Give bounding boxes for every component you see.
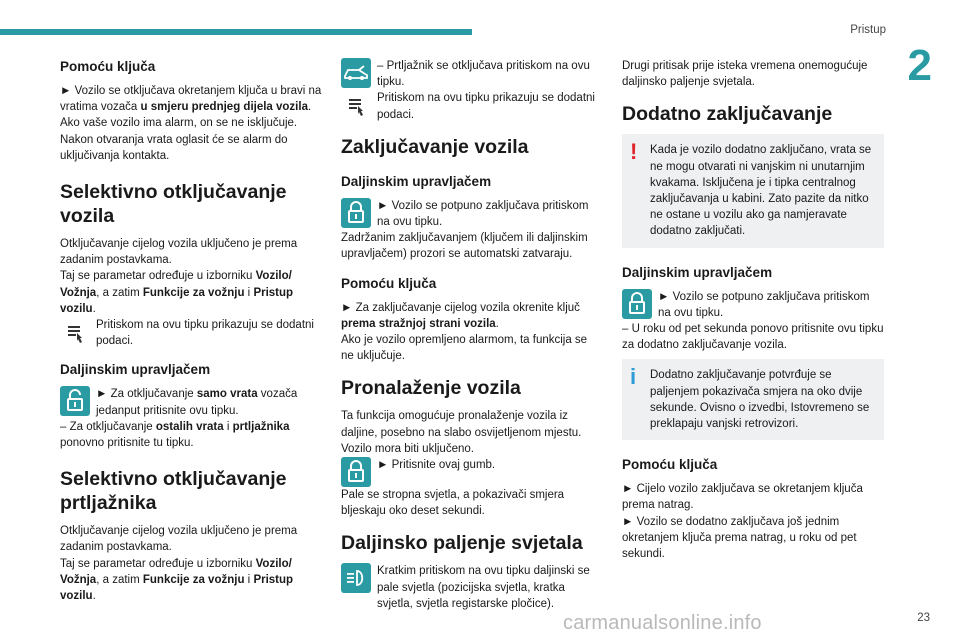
find-vehicle-result-text: Pale se stropna svjetla, a pokazivači smjera bljeskaju oko deset sekundi. [341,489,565,518]
watermark: carmanualsonline.info [563,612,762,634]
heading-locking: Zaključavanje vozila [341,135,529,158]
lock-padlock-icon [622,289,652,319]
lock-padlock-icon [341,457,371,487]
warning-note [622,134,884,247]
section-label: Pristup [850,24,886,36]
header-accent-bar [0,29,472,35]
remote-deadlock-row [622,289,884,321]
remote-lock-text: ► Vozilo se potpuno zaključava pritiskom na ovu tipku. [377,199,589,229]
find-vehicle-press-text: ► Pritisnite ovaj gumb. [377,459,496,472]
heading-remote-unlock: Daljinskim upravljačem [60,362,211,378]
key-deadlock-text-2: ► Vozilo se dodatno zaključava još jednim okretanjem ključa prema natrag, u roku od pet sekundi. [622,515,857,561]
remote-deadlock-again-text: – U roku od pet sekunda ponovo pritisnite ovu tipku za dodatno zaključavanje vozila. [622,323,884,352]
key-unlock-text: ► Vozilo se otključava okretanjem ključa u bravi na vratima vozača u smjeru prednjeg dijela vozila. [60,85,322,114]
lights-cancel-text: Drugi pritisak prije isteka vremena onemogućuje daljinsko paljenje svjetala. [622,60,868,89]
remote-lock-windows-text: Zadržanim zaključavanjem (ključem ili daljinskim upravljačem) prozori se automatski zatvaraju. [341,232,588,261]
heading-remote-lights: Daljinsko paljenje svjetala [341,532,583,555]
boot-unlock-row [341,58,603,90]
warning-icon: ! [630,139,638,165]
key-deadlock-text-1: ► Cijelo vozilo zaključava se okretanjem ključa prema natrag. [622,483,863,512]
selective-boot-default: Otključavanje cijelog vozila uključeno je prema zadanim postavkama. [60,525,298,554]
info-button-text: Pritiskom na ovu tipku prikazuju se dodatni podaci. [96,319,314,348]
heading-selective-vehicle: Selektivno otključavanje vozila [60,181,287,228]
car-boot-icon [341,58,371,88]
info-note [622,359,884,440]
unlock-padlock-icon [60,386,90,416]
key-unlock-alarm-note: Ako vaše vozilo ima alarm, on se ne isključuje. Nakon otvaranja vrata oglasit će se alarm do uključivanja kontakta. [60,117,298,162]
page-number: 23 [917,612,930,624]
heading-find-vehicle: Pronalaženje vozila [341,377,521,400]
remote-lock-row [341,198,603,230]
selective-vehicle-menu: Taj se parametar određuje u izborniku Vozilo/ Vožnja, a zatim Funkcije za vožnju i Pristup vozilu. [60,270,294,315]
selective-vehicle-default: Otključavanje cijelog vozila uključeno je prema zadanim postavkama. [60,238,298,267]
info-button-row [60,317,322,349]
heading-deadlocking: Dodatno zaključavanje [622,103,833,126]
chapter-number: 2 [907,41,932,90]
column-2 [341,58,603,612]
remote-unlock-others-text: – Za otključavanje ostalih vrata i prtljažnika ponovno pritisnite tu tipku. [60,420,290,450]
info-text: Dodatno zaključavanje potvrđuje se paljenjem pokazivača smjera na oko dvije sekunde. Ovisno o izvedbi, Istovremeno se preklapaju vanjski retrovizori. [650,369,870,431]
boot-unlock-text: – Prtljažnik se otključava pritiskom na ovu tipku. [377,60,590,89]
heading-key-deadlock: Pomoću ključa [622,457,718,473]
heading-remote-deadlock: Daljinskim upravljačem [622,264,773,280]
selective-boot-menu: Taj se parametar određuje u izborniku Vozilo/ Vožnja, a zatim Funkcije za vožnju i Pristup vozilu. [60,557,294,603]
lock-padlock-icon [341,198,371,228]
key-lock-alarm-note: Ako je vozilo opremljeno alarmom, ta funkcija se ne uključuje. [341,334,588,363]
column-1 [60,58,322,604]
warning-text: Kada je vozilo dodatno zaključano, vrata se ne mogu otvarati ni vanjskim ni unutarnjim kvakama. Isključena je i tipka centralnog zaključavanja u kabini. Zato pazite da nitko ne ostane u vozilu ako ga namjeravate dodatno zaključati. [650,144,872,238]
find-vehicle-row [341,457,603,487]
info-screen-icon [60,317,90,347]
headlight-icon [341,563,371,593]
remote-unlock-text: ► Za otključavanje samo vrata vozača jedanput pritisnite ovu tipku. [96,388,298,417]
info-icon: i [630,364,637,390]
info-screen-icon [341,90,371,120]
remote-lights-row [341,563,603,612]
heading-key-lock: Pomoću ključa [341,275,437,291]
remote-deadlock-text: ► Vozilo se potpuno zaključava pritiskom na ovu tipku. [658,290,870,319]
heading-key-unlock: Pomoću ključa [60,59,156,74]
key-lock-text: ► Za zaključavanje cijelog vozila okrenite ključ prema stražnjoj strani vozila. [341,301,580,330]
find-vehicle-text: Ta funkcija omogućuje pronalaženje vozila iz daljine, posebno na slabo osvijetljenom mjestu. Vozilo mora biti uključeno. [341,410,582,455]
remote-lights-text: Kratkim pritiskom na ovu tipku daljinski se pale svjetla (pozicijska svjetla, kratka svjetla, svjetla registarske pločice). [377,565,590,610]
info-button-row-2 [341,90,603,122]
info-button-text: Pritiskom na ovu tipku prikazuju se dodatni podaci. [377,92,595,121]
heading-remote-lock: Daljinskim upravljačem [341,173,492,189]
heading-selective-boot: Selektivno otključavanje prtljažnika [60,468,287,515]
remote-unlock-row [60,386,322,418]
column-3 [622,58,884,562]
